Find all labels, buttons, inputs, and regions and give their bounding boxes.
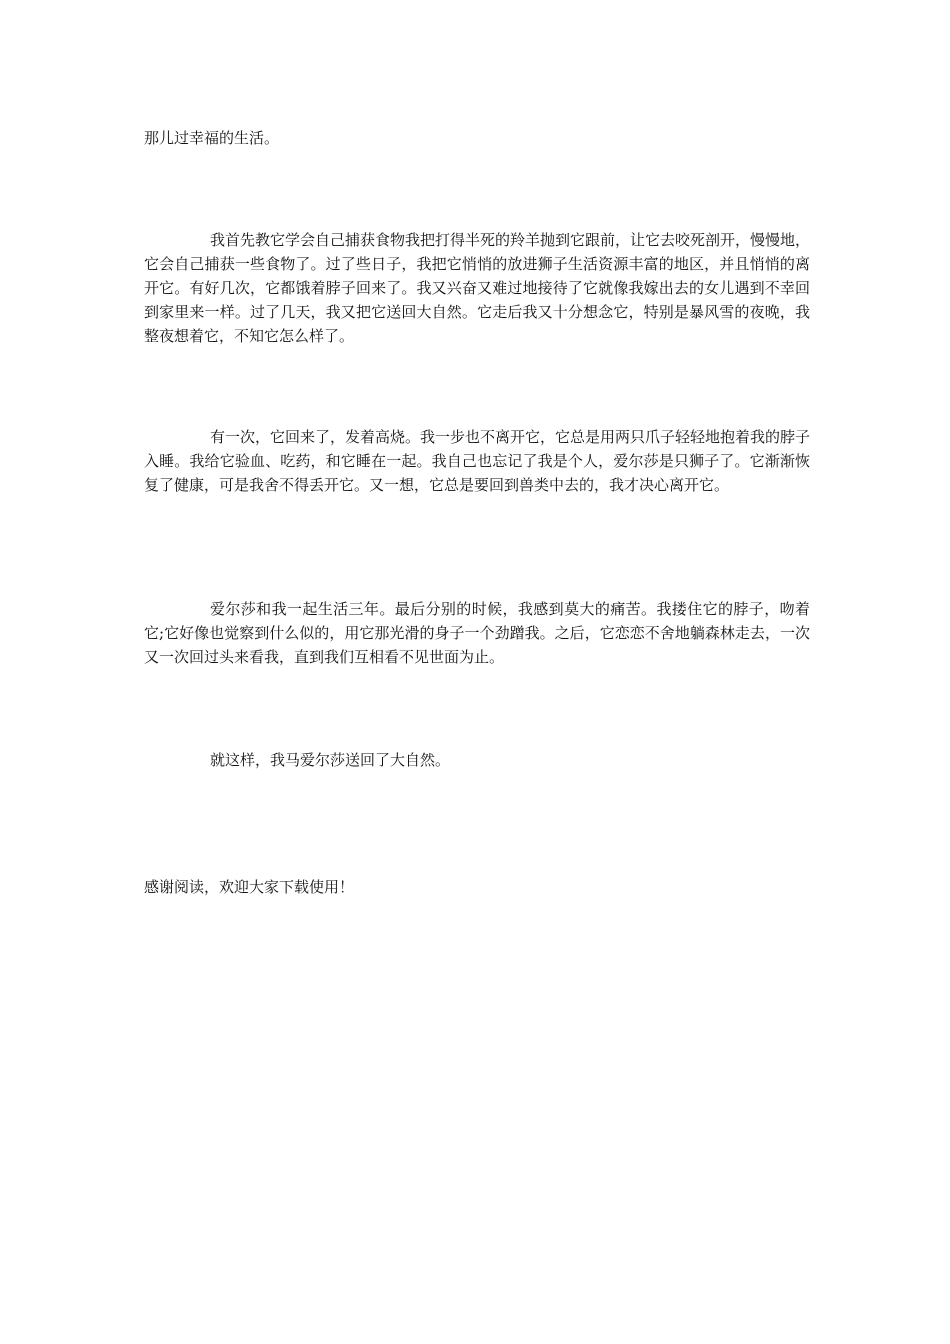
thanks-note: 感谢阅读，欢迎大家下载使用！ <box>144 878 355 896</box>
paragraph-fever-return: 有一次，它回来了，发着高烧。我一步也不离开它，它总是用两只爪子轻轻地抱着我的脖子入睡。我给它验血、吃药，和它睡在一起。我自己也忘记了我是个人，爱尔莎是只狮子了。它渐渐恢复了健康，可是我舍不得丢开它。又一想，它总是要回到兽类中去的，我才决心离开它。 <box>144 428 811 494</box>
paragraph-continuation: 那儿过幸福的生活。 <box>144 129 280 147</box>
paragraph-teaching-hunting: 我首先教它学会自己捕获食物我把打得半死的羚羊抛到它跟前，让它去咬死剖开，慢慢地，它会自己捕获一些食物了。过了些日子，我把它悄悄的放进狮子生活资源丰富的地区，并且悄悄的离开它。有好几次，它都饿着脖子回来了。我又兴奋又难过地接待了它就像我嫁出去的女儿遇到不幸回到家里来一样。过了几天，我又把它送回大自然。它走后我又十分想念它，特别是暴风雪的夜晚，我整夜想着它，不知它怎么样了。 <box>144 231 811 345</box>
paragraph-farewell: 爱尔莎和我一起生活三年。最后分别的时候，我感到莫大的痛苦。我搂住它的脖子，吻着它;它好像也觉察到什么似的，用它那光滑的身子一个劲蹭我。之后，它恋恋不舍地躺森林走去，一次又一次回过头来看我，直到我们互相看不见世面为止。 <box>144 600 810 666</box>
paragraph-conclusion: 就这样，我马爱尔莎送回了大自然。 <box>210 751 451 769</box>
